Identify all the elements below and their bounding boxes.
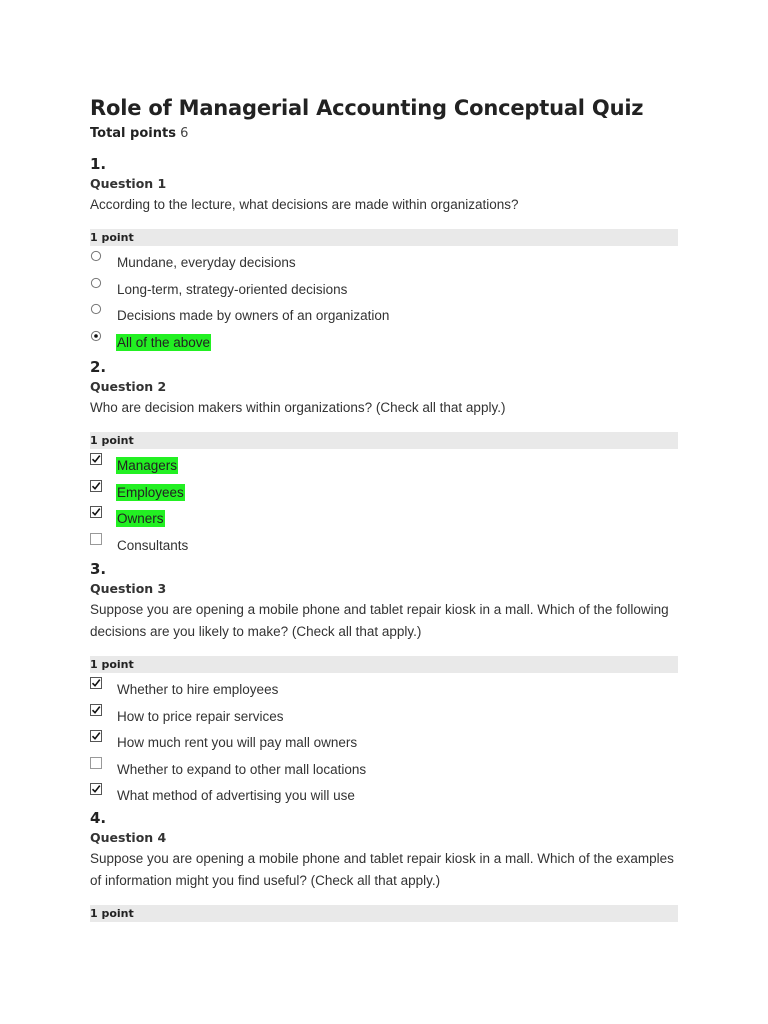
- points-bar: 1 point: [90, 656, 678, 673]
- total-points-value: 6: [180, 126, 189, 141]
- question-title: Question 2: [90, 379, 167, 394]
- answer-option-label: Mundane, everyday decisions: [117, 255, 296, 270]
- answer-option-label: Decisions made by owners of an organization: [117, 308, 390, 324]
- checkbox[interactable]: [90, 729, 102, 741]
- checkbox[interactable]: [90, 452, 102, 464]
- points-bar: 1 point: [90, 432, 678, 449]
- answer-option-label: How to price repair services: [117, 708, 284, 724]
- radio-button[interactable]: [90, 276, 102, 288]
- answer-option-label: Employees: [117, 484, 184, 500]
- answer-option-label: All of the above: [117, 334, 211, 350]
- question-text: Suppose you are opening a mobile phone and tablet repair kiosk in a mall. Which of the following decisions are you likely to make? (Check all that apply.): [90, 602, 669, 639]
- total-points: [90, 124, 678, 144]
- question-text: Who are decision makers within organizations? (Check all that apply.): [90, 400, 506, 415]
- answer-option[interactable]: [90, 476, 678, 503]
- points-bar: 1 point: [90, 229, 678, 246]
- question-block: [90, 559, 678, 806]
- answer-option[interactable]: [90, 673, 678, 700]
- quiz-page: [90, 94, 678, 144]
- answer-option[interactable]: [90, 529, 678, 556]
- checkbox[interactable]: [90, 703, 102, 715]
- answer-option-label: Whether to hire employees: [117, 682, 279, 697]
- answer-option[interactable]: [90, 726, 678, 753]
- question-number: 1.: [90, 155, 107, 173]
- answer-option[interactable]: [90, 753, 678, 780]
- answer-option-label: Long-term, strategy-oriented decisions: [117, 281, 348, 297]
- question-number: 2.: [90, 358, 107, 376]
- answer-option[interactable]: [90, 779, 678, 806]
- answer-option-label: Owners: [117, 511, 164, 527]
- answer-option-label: Managers: [117, 458, 178, 473]
- checkbox[interactable]: [90, 782, 102, 794]
- question-block: [90, 357, 678, 555]
- points-bar: 1 point: [90, 905, 678, 922]
- answer-option-label: Whether to expand to other mall locations: [117, 761, 367, 777]
- question-number: 3.: [90, 560, 107, 578]
- answer-option[interactable]: [90, 299, 678, 326]
- question-number: 4.: [90, 809, 107, 827]
- checkbox[interactable]: [90, 756, 102, 768]
- answer-option[interactable]: [90, 700, 678, 727]
- radio-button[interactable]: [90, 249, 102, 261]
- total-points-label: Total points: [90, 126, 176, 141]
- answer-option-label: Consultants: [117, 537, 189, 553]
- question-title: Question 3: [90, 581, 167, 596]
- answer-option[interactable]: [90, 273, 678, 300]
- answer-option[interactable]: [90, 326, 678, 353]
- answer-option[interactable]: [90, 502, 678, 529]
- answer-option-label: What method of advertising you will use: [117, 788, 355, 804]
- checkbox[interactable]: [90, 532, 102, 544]
- radio-button[interactable]: [90, 302, 102, 314]
- checkbox[interactable]: [90, 676, 102, 688]
- answer-option[interactable]: [90, 246, 678, 273]
- answer-option-label: How much rent you will pay mall owners: [117, 735, 358, 751]
- checkbox[interactable]: [90, 505, 102, 517]
- question-block: [90, 154, 678, 352]
- question-block: [90, 808, 678, 922]
- checkbox[interactable]: [90, 479, 102, 491]
- question-title: Question 1: [90, 176, 167, 191]
- radio-button[interactable]: [90, 329, 102, 341]
- question-text: According to the lecture, what decisions are made within organizations?: [90, 197, 519, 212]
- page-title: Role of Managerial Accounting Conceptual Quiz: [90, 96, 644, 120]
- question-title: Question 4: [90, 830, 167, 845]
- question-text: Suppose you are opening a mobile phone and tablet repair kiosk in a mall. Which of the examples of information might you find useful? (Check all that apply.): [90, 851, 674, 888]
- answer-option[interactable]: [90, 449, 678, 476]
